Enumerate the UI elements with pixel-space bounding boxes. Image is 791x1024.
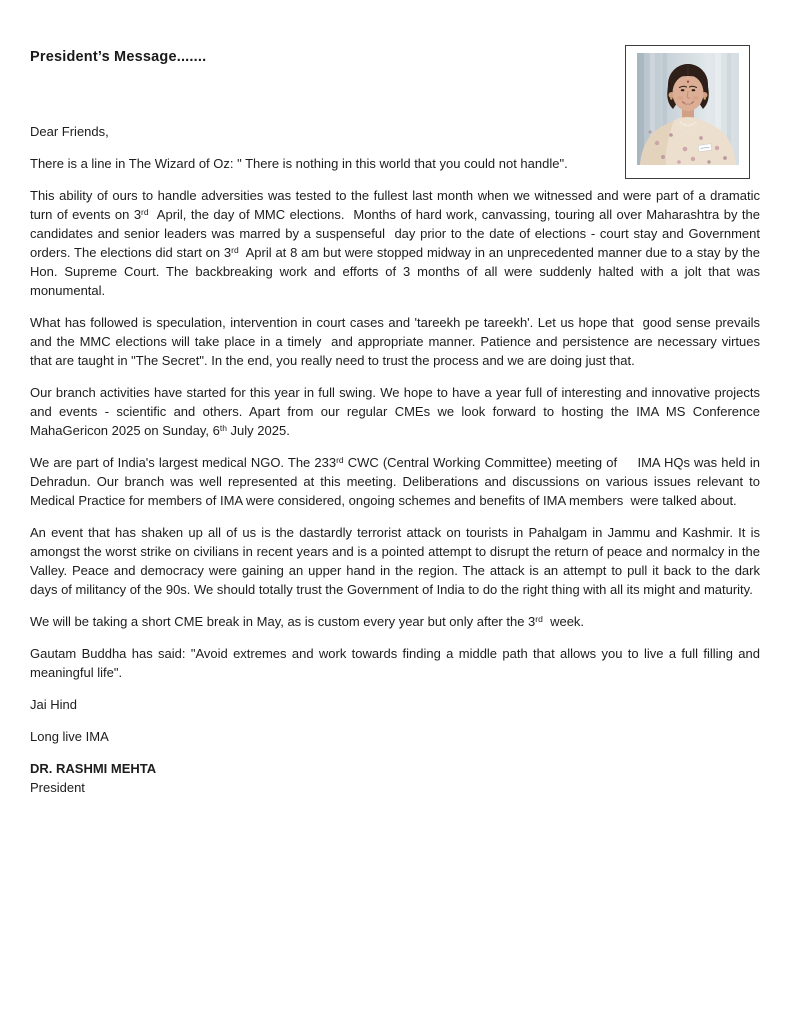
paragraph-court-cases: What has followed is speculation, intervention in court cases and 'tareekh pe tareekh'. Let us hope that good sense prevails and the MMC elections will take place in a timely and appropriate manner. Patience and persistence are necessary virtues that are taught in "The Secret". In the end, you really need to trust the process and we are doing just that. <box>30 315 760 368</box>
paragraph-branch-activities: Our branch activities have started for this year in full swing. We hope to have a year full of interesting and innovative projects and events - scientific and others. Apart from our regular CMEs we look forward to hosting the IMA MS Conference MahaGericon 2025 on Sunday, 6th July 2025. <box>30 385 760 438</box>
greeting-line: Dear Friends, <box>30 124 109 139</box>
signature-role: President <box>30 780 85 795</box>
signature-name: DR. RASHMI MEHTA <box>30 761 157 776</box>
paragraph-buddha-quote: Gautam Buddha has said: "Avoid extremes and work towards finding a middle path that allows you to live a full filling and meaningful life". <box>30 646 760 680</box>
paragraph-mmc-elections: This ability of ours to handle adversities was tested to the fullest last month when we witnessed and were part of a dramatic turn of events on 3rd April, the day of MMC elections. Months of hard work, canvassing, touring all over Maharashtra by the candidates and senior leaders was marred by a suspenseful day prior to the date of elections - court stay and Government orders. The elections did start on 3rd April at 8 am but were stopped midway in an unprecedented manner due to a stay by the Hon. Supreme Court. The backbreaking work and efforts of 3 months of all were suddenly halted with a jolt that was monumental. <box>30 188 760 298</box>
paragraph-cwc-meeting: We are part of India's largest medical NGO. The 233rd CWC (Central Working Committee) meeting of IMA HQs was held in Dehradun. Our branch was well represented at this meeting. Deliberations and discussions on various issues relevant to Medical Practice for members of IMA were considered, ongoing schemes and benefits of IMA members were talked about. <box>30 455 760 508</box>
paragraph-wizard-of-oz-quote: There is a line in The Wizard of Oz: " There is nothing in this world that you could not handle". <box>30 156 568 171</box>
closing-jai-hind: Jai Hind <box>30 697 77 712</box>
page-title: President’s Message....... <box>30 49 207 65</box>
paragraph-cme-break: We will be taking a short CME break in May, as is custom every year but only after the 3rd week. <box>30 614 585 629</box>
closing-long-live-ima: Long live IMA <box>30 729 109 744</box>
letter-body <box>30 122 760 797</box>
paragraph-pahalgam-attack: An event that has shaken up all of us is the dastardly terrorist attack on tourists in Pahalgam in Jammu and Kashmir. It is amongst the worst strike on civilians in recent years and is a pointed attempt to disrupt the return of peace and normalcy in the Valley. Peace and democracy were gaining an upper hand in the region. The attack is an attempt to pull it back to the dark days of militancy of the 90s. We should totally trust the Government of India to do the right thing with all its might and maturity. <box>30 525 760 597</box>
